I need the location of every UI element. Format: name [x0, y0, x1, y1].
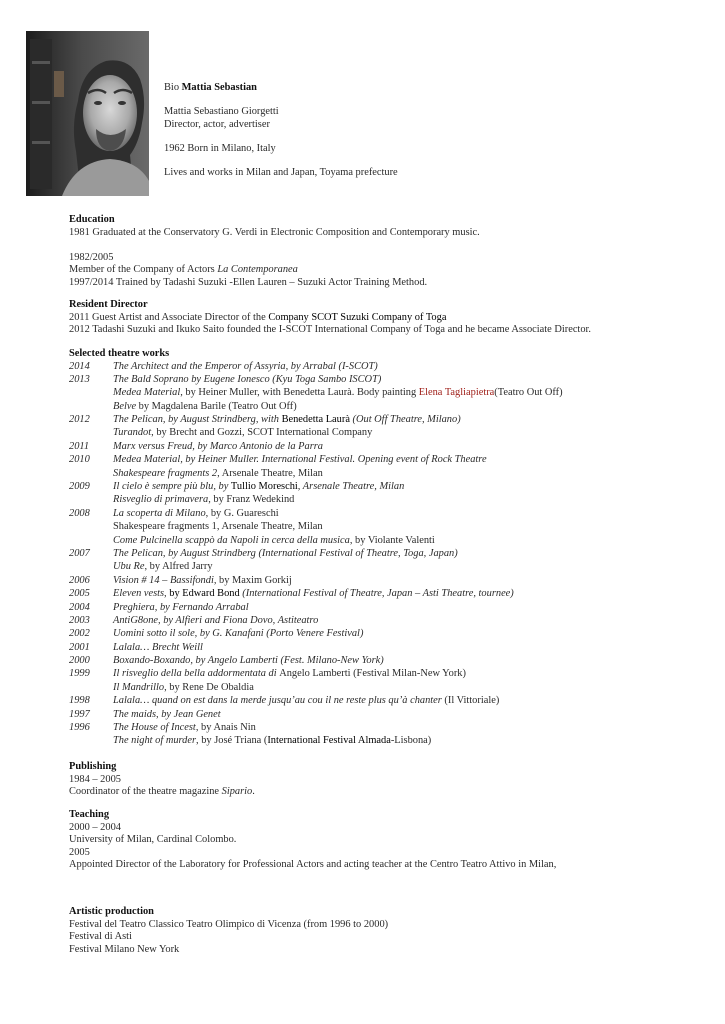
- work-title: [113, 535, 435, 548]
- work-text: (Il Vittoriale): [441, 695, 500, 707]
- resident-director-section: [69, 299, 591, 337]
- work-text: The maids, by Jean Genet: [113, 708, 221, 720]
- work-year: 2003: [69, 614, 90, 626]
- work-year: 2010: [69, 454, 90, 466]
- artistic-line: Festival del Teatro Classico Teatro Olimpico di Vicenza (from 1996 to 2000): [69, 918, 389, 930]
- work-text: Tullio Moreschi: [230, 481, 298, 493]
- work-title: [113, 722, 256, 735]
- work-text: Il risveglio della bella addormentata di: [113, 668, 280, 680]
- education-heading: Education: [69, 214, 115, 225]
- work-text: La scoperta di Milano: [113, 507, 206, 519]
- work-title: [113, 454, 487, 467]
- work-text: , by G. Guareschi: [205, 507, 279, 519]
- works-heading: Selected theatre works: [69, 348, 170, 359]
- work-text: (International Festival of Theatre, Japan – Asti Theatre, tournee): [239, 588, 514, 600]
- work-row: [69, 507, 279, 521]
- education-line: [69, 264, 480, 277]
- work-year: 2009: [69, 481, 90, 493]
- work-text: -Lisbona): [390, 735, 432, 747]
- work-title: [113, 374, 381, 387]
- work-title: [113, 508, 279, 521]
- work-text: Ubu Re: [113, 561, 145, 573]
- work-text: by Edward Bond: [169, 588, 240, 600]
- work-year: 1996: [69, 722, 90, 734]
- work-text: Boxando-Boxando, by Angelo Lamberti (Fest. Milano-New York): [113, 655, 384, 667]
- work-year: 2000: [69, 655, 90, 667]
- publishing-line: 1984 – 2005: [69, 773, 121, 785]
- work-text: Come Pulcinella scappò da Napoli in cerca della musica: [113, 534, 350, 546]
- work-title: [113, 361, 378, 374]
- work-text: International Festival Almada: [267, 735, 391, 747]
- work-row: [69, 373, 382, 387]
- work-text: , by Violante Valenti: [349, 534, 435, 546]
- work-row: [69, 481, 405, 494]
- work-row: [69, 708, 221, 722]
- work-year: 2004: [69, 601, 90, 613]
- bio-name: Mattia Sebastian: [181, 82, 257, 93]
- work-title: [113, 387, 563, 400]
- bio-prefix: Bio: [164, 82, 182, 93]
- work-year: 2007: [69, 547, 90, 559]
- work-year: 1999: [69, 668, 90, 680]
- work-text: Turandot: [113, 427, 152, 439]
- work-text: Angelo Lamberti (Festival Milan-New York): [279, 668, 466, 680]
- work-row: [69, 735, 432, 748]
- portrait-image: [26, 31, 149, 196]
- bio-block: [164, 82, 398, 191]
- work-title: [113, 642, 203, 655]
- work-year: 2008: [69, 507, 90, 519]
- work-text: , by José Triana (: [196, 735, 268, 747]
- education-line: 1997/2014 Trained by Tadashi Suzuki -Ellen Lauren – Suzuki Actor Training Method.: [69, 276, 428, 288]
- education-line: 1982/2005: [69, 251, 114, 263]
- resident-line: 2012 Tadashi Suzuki and Ikuko Saito founded the I-SCOT International Company of Toga and he became Associate Director.: [69, 324, 591, 335]
- work-title: [113, 521, 323, 534]
- work-text: , by Brecht and Gozzi, SCOT International Company: [151, 427, 373, 439]
- work-row: [69, 588, 514, 601]
- work-text: , by Heiner Muller, with Benedetta Laurà. Body painting: [180, 387, 419, 399]
- resident-line: [69, 312, 591, 325]
- work-text: Elena Tagliapietra: [418, 387, 495, 399]
- work-title: [113, 602, 249, 615]
- work-year: 2013: [69, 373, 90, 385]
- work-title: [113, 481, 404, 494]
- work-title: [113, 414, 461, 427]
- work-title: [113, 709, 221, 722]
- education-line: 1981 Graduated at the Conservatory G. Verdi in Electronic Composition and Contemporary music.: [69, 226, 480, 238]
- work-year: 2006: [69, 574, 90, 586]
- work-text: Medea Material, by Heiner Muller. International Festival. Opening event of Rock Theatre: [113, 454, 487, 466]
- work-year: 2014: [69, 360, 90, 372]
- full-name: Mattia Sebastiano Giorgetti: [164, 106, 279, 117]
- teaching-line: Appointed Director of the Laboratory for Professional Actors and acting teacher at the Centro Teatro Attivo in Milan,: [69, 859, 557, 870]
- artistic-line: Festival Milano New York: [69, 943, 180, 955]
- resident-heading: Resident Director: [69, 299, 148, 310]
- artistic-line: Festival di Asti: [69, 931, 132, 942]
- work-row: [69, 668, 466, 681]
- work-text: by Maxim Gorkij: [216, 574, 292, 586]
- work-text: The House of Incest: [113, 722, 196, 734]
- work-text: Preghiera, by Fernando Arrabal: [113, 601, 249, 613]
- work-text: , by Alfred Jarry: [144, 561, 213, 573]
- company-name: La Contemporanea: [217, 264, 298, 275]
- work-title: [113, 735, 431, 748]
- roles: Director, actor, advertiser: [164, 118, 270, 130]
- teaching-line: 2000 – 2004: [69, 821, 121, 833]
- work-title: [113, 588, 514, 601]
- teaching-line: University of Milan, Cardinal Colombo.: [69, 834, 237, 845]
- work-text: (Teatro Out Off): [494, 387, 563, 399]
- work-text: The Pelican, by August Strindberg (International Festival of Theatre, Toga, Japan): [113, 547, 458, 559]
- publishing-heading: Publishing: [69, 761, 117, 772]
- bio-title: [164, 82, 398, 95]
- work-text: The Architect and the Emperor of Assyria, by Arrabal (I-SCOT): [113, 360, 378, 372]
- magazine-name: Sipario: [221, 786, 253, 797]
- work-text: Shakespeare fragments 1, Arsenale Theatre, Milan: [113, 521, 323, 533]
- work-row: [69, 628, 364, 641]
- publishing-line: [69, 786, 255, 799]
- work-text: by Magdalena Barile (Teatro Out Off): [136, 400, 297, 412]
- company-name: Company SCOT Suzuki Company of Toga: [268, 311, 447, 323]
- work-row: [69, 360, 378, 374]
- teaching-line: 2005: [69, 846, 90, 858]
- work-title: [113, 468, 323, 481]
- birth-info: 1962 Born in Milano, Italy: [164, 142, 276, 154]
- work-row: [69, 547, 458, 561]
- work-title: [113, 427, 372, 440]
- work-title: [113, 575, 292, 588]
- work-text: Belve: [113, 400, 137, 412]
- work-row: [69, 614, 319, 628]
- work-title: [113, 668, 466, 681]
- work-title: [113, 494, 294, 507]
- work-text: Medea Material: [113, 387, 181, 399]
- work-row: [69, 387, 563, 400]
- work-row: [69, 440, 323, 454]
- residence-info: Lives and works in Milan and Japan, Toyama prefecture: [164, 166, 398, 178]
- publishing-text: Coordinator of the theatre magazine: [69, 786, 222, 797]
- work-text: Shakespeare fragments 2: [113, 467, 218, 479]
- work-text: Marx versus Freud, by Marco Antonio de la Parra: [113, 440, 323, 452]
- work-text: , Arsenale Theatre, Milan: [297, 481, 405, 493]
- work-text: Vision # 14 – Bassifondi,: [113, 574, 217, 586]
- work-text: , Arsenale Theatre, Milan: [217, 467, 323, 479]
- work-row: [69, 414, 461, 427]
- work-row: [69, 641, 203, 655]
- work-row: [69, 400, 297, 414]
- work-title: [113, 615, 318, 628]
- work-text: The Pelican, by August Strindberg, with: [113, 414, 282, 426]
- works-list: [69, 360, 563, 749]
- work-row: [69, 427, 373, 440]
- work-year: 2012: [69, 414, 90, 426]
- work-text: The Bald Soprano by Eugene Ionesco (Kyu Toga Sambo ISCOT): [113, 373, 382, 385]
- portrait-photo: [26, 31, 149, 196]
- work-title: [113, 401, 297, 414]
- work-year: 2001: [69, 641, 90, 653]
- work-row: [69, 467, 323, 481]
- work-title: [113, 695, 499, 708]
- artistic-heading: Artistic production: [69, 906, 154, 917]
- work-text: Lalala… quand on est dans la merde jusqu’au cou il ne reste plus qu’à chanter: [113, 695, 442, 707]
- work-row: [69, 695, 500, 708]
- work-row: [69, 601, 249, 615]
- work-text: , by Franz Wedekind: [208, 494, 295, 506]
- work-row: [69, 561, 213, 574]
- work-title: [113, 682, 254, 695]
- work-text: , by Anais Nin: [195, 722, 256, 734]
- work-title: [113, 655, 384, 668]
- work-year: 1997: [69, 708, 90, 720]
- work-text: Uomini sotto il sole, by G. Kanafani (Porto Venere Festival): [113, 628, 364, 640]
- education-section: [69, 214, 480, 289]
- education-text: Member of the Company of Actors: [69, 264, 218, 275]
- teaching-heading: Teaching: [69, 809, 110, 820]
- work-row: [69, 521, 323, 534]
- work-row: [69, 454, 487, 467]
- publishing-section: [69, 761, 255, 799]
- work-row: [69, 574, 292, 588]
- work-title: [113, 561, 213, 574]
- work-text: Lalala… Brecht Weill: [113, 641, 203, 653]
- publishing-text: .: [252, 786, 255, 797]
- work-row: [69, 681, 254, 695]
- resident-text: 2011 Guest Artist and Associate Director of the: [69, 311, 269, 323]
- work-text: (Out Off Theatre, Milano): [349, 414, 461, 426]
- work-row: [69, 722, 256, 735]
- theatre-works-section: [69, 348, 563, 749]
- work-row: [69, 655, 384, 668]
- work-row: [69, 534, 435, 548]
- work-text: Il Mandrillo: [113, 681, 165, 693]
- work-text: Il cielo è sempre più blu, by: [113, 481, 231, 493]
- work-row: [69, 494, 295, 507]
- work-title: [113, 628, 363, 641]
- work-year: 2002: [69, 628, 90, 640]
- bio-identity: [164, 106, 398, 131]
- work-year: 1998: [69, 695, 90, 707]
- work-text: Risveglio di primavera: [113, 494, 209, 506]
- work-text: AntiG8one, by Alfieri and Fiona Dovo, Astiteatro: [113, 614, 319, 626]
- artistic-production-section: [69, 906, 388, 956]
- work-text: Benedetta Laurà: [281, 414, 350, 426]
- work-text: The night of murder: [113, 735, 197, 747]
- work-text: Eleven vests,: [113, 588, 170, 600]
- work-year: 2011: [69, 440, 90, 452]
- work-year: 2005: [69, 588, 90, 600]
- work-title: [113, 441, 323, 454]
- teaching-section: [69, 809, 556, 872]
- work-title: [113, 548, 458, 561]
- work-text: , by Rene De Obaldia: [164, 681, 254, 693]
